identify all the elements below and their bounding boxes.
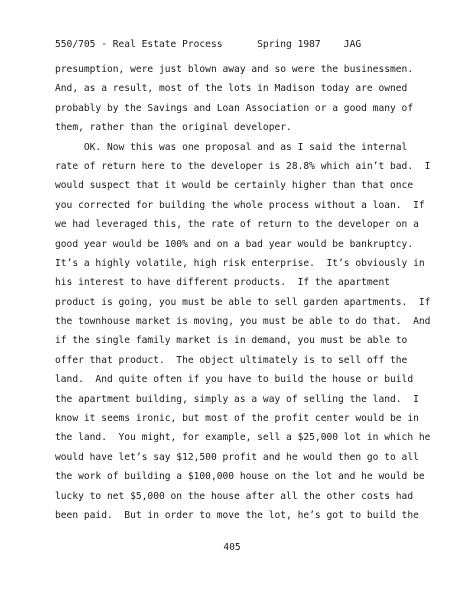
- text-line: product is going, you must be able to sell garden apartments. If: [55, 296, 431, 308]
- text-line: know it seems ironic, but most of the profit center would be in: [55, 413, 419, 425]
- text-line: the townhouse market is moving, you must be able to do that. And: [55, 316, 431, 328]
- page-number: 405: [223, 542, 241, 553]
- text-line: lucky to net $5,000 on the house after all the other costs had: [55, 490, 414, 502]
- text-line: been paid. But in order to move the lot, he’s got to build the: [55, 509, 419, 521]
- text-line: you corrected for building the whole process without a loan. If: [55, 199, 425, 211]
- text-line: we had leveraged this, the rate of return to the developer on a: [55, 219, 419, 231]
- text-line: his interest to have different products. If the apartment: [55, 277, 391, 289]
- text-line: rate of return here to the developer is 28.8% which ain’t bad. I: [55, 160, 431, 172]
- text-line: It’s a highly volatile, high risk enterprise. It’s obviously in: [55, 257, 425, 269]
- text-line: the work of building a $100,000 house on the lot and he would be: [55, 471, 425, 483]
- text-line: probably by the Savings and Loan Association or a good many of: [55, 102, 414, 114]
- text-line: OK. Now this was one proposal and as I said the internal: [55, 141, 408, 153]
- text-line: the apartment building, simply as a way of selling the land. I: [55, 393, 419, 405]
- text-line: land. And quite often if you have to build the house or build: [55, 374, 414, 386]
- text-line: would suspect that it would be certainly higher than that once: [55, 180, 414, 192]
- text-line: the land. You might, for example, sell a $25,000 lot in which he: [55, 432, 431, 444]
- text-line: if the single family market is in demand, you must be able to: [55, 335, 408, 347]
- text-line: would have let’s say $12,500 profit and he would then go to all: [55, 451, 419, 463]
- page-header: 550/705 - Real Estate Process Spring 1987 JAG: [55, 39, 362, 50]
- text-line: good year would be 100% and on a bad year would be bankruptcy.: [55, 238, 414, 250]
- text-line: them, rather than the original developer.: [55, 122, 292, 134]
- text-line: presumption, were just blown away and so were the businessmen.: [55, 64, 414, 75]
- body-text: [55, 60, 431, 525]
- text-line: offer that product. The object ultimately is to sell off the: [55, 354, 408, 366]
- text-line: And, as a result, most of the lots in Madison today are owned: [55, 83, 408, 95]
